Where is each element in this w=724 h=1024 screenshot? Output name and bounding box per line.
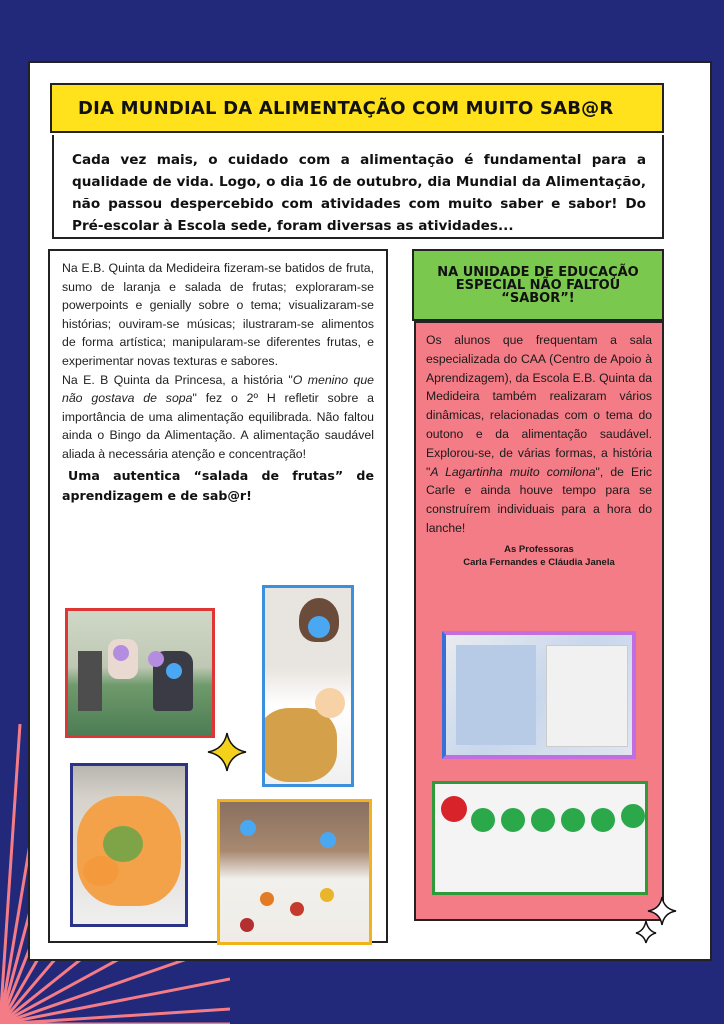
page-title: DIA MUNDIAL DA ALIMENTAÇÃO COM MUITO SAB@R [78, 97, 614, 119]
closing-statement: Uma autentica “salada de frutas” de aprendizagem e de sab@r! [62, 467, 374, 503]
photo-caterpillar [432, 781, 648, 895]
signature [426, 543, 652, 569]
photo-fruit-plate [70, 763, 188, 927]
signature-names: Carla Fernandes e Cláudia Janela [463, 556, 615, 568]
princesa-text-start: Na E. B Quinta da Princesa, a história " [62, 372, 293, 387]
title-bar [50, 83, 664, 133]
heart-icon [240, 820, 256, 836]
princesa-text-end: " fez o 2º H refletir sobre a importância de uma alimentação equilibrada. Não faltou ainda o Bingo da Alimentação. A alimentação saudável aliada à necessária atenção e concentração! [62, 391, 375, 461]
special-ed-title: NA UNIDADE DE EDUCAÇÃO ESPECIAL NÃO FALTOU “SABOR”! [437, 264, 639, 306]
special-ed-title-box [412, 249, 664, 321]
princesa-paragraph [62, 371, 374, 464]
photo-juicer [65, 608, 215, 738]
special-ed-paragraph [426, 331, 652, 538]
heart-icon [320, 832, 336, 848]
special-ed-text-start: Os alunos que frequentam a sala especializada do CAA (Centro de Apoio à Aprendizagem), da Escola E.B. Quinta da Medideira também realizaram vários dinâmicas, relacionadas com o tema do outono e da alimentação saudável. Explorou-se, de várias formas, a história " [426, 333, 652, 479]
photo-fruit-bowl [262, 585, 354, 787]
photo-bingo-cards [442, 631, 636, 759]
caterpillar-story-title: A Lagartinha muito comilona [430, 464, 596, 479]
heart-icon [148, 651, 164, 667]
heart-icon [113, 645, 129, 661]
sparkle-icon [634, 895, 680, 945]
medideira-paragraph: Na E.B. Quinta da Medideira fizeram-se batidos de fruta, sumo de laranja e salada de frutas; exploraram-se powerpoints e genially sobre o tema; visualizaram-se histórias; ouviram-se músicas; ilustraram-se alimentos de forma artística; manipularam-se diferentes frutas, e experimentar novas texturas e sabores. [62, 261, 374, 368]
special-ed-text-end: ", de Eric Carle e ainda houve tempo para se construírem individuais para a hora do lanche! [426, 464, 652, 535]
photo-table-fruits [217, 799, 372, 945]
story-title: O menino que não gostava de sopa [62, 372, 374, 406]
signature-role: As Professoras [504, 543, 574, 555]
intro-text: Cada vez mais, o cuidado com a alimentação é fundamental para a qualidade de vida. Logo, o dia 16 de outubro, dia Mundial da Alimentação, não passou despercebido com atividades com muito saber e sabor! Do Pré-escolar à Escola sede, foram diversas as atividades... [52, 135, 664, 239]
heart-icon [308, 616, 330, 638]
sparkle-icon [206, 731, 248, 773]
heart-icon [166, 663, 182, 679]
newsletter-page [28, 61, 712, 961]
